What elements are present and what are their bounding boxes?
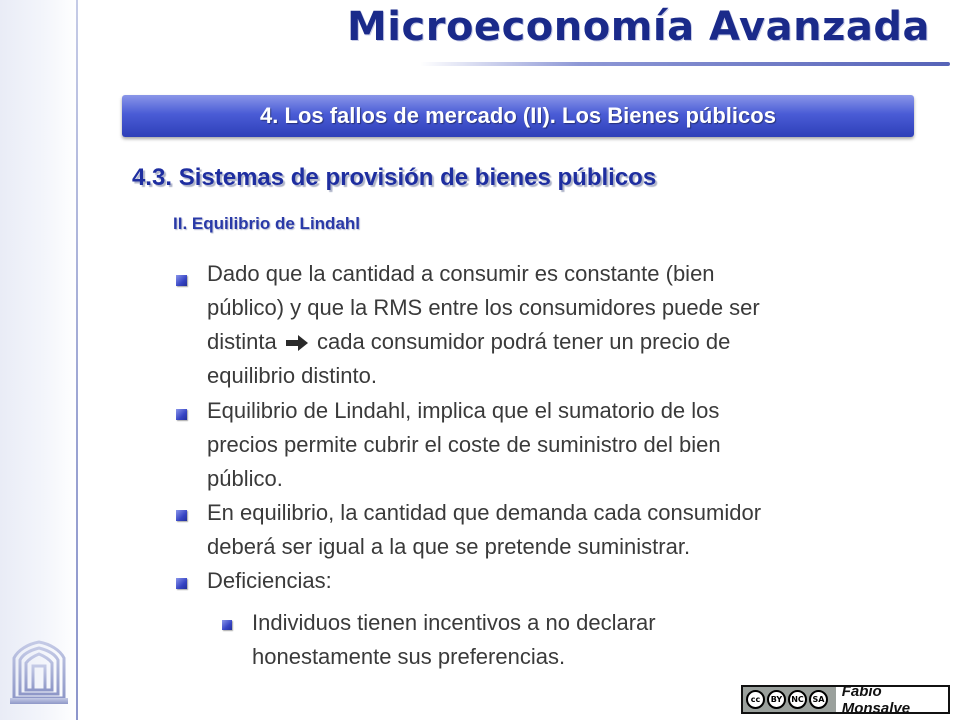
bullet-item bbox=[207, 496, 761, 564]
bullet-line: Dado que la cantidad a consumir es constante (bien bbox=[207, 261, 715, 286]
author-name: Fabio Monsalve bbox=[841, 682, 911, 717]
subsubsection-title: II. Equilibrio de Lindahl bbox=[173, 214, 360, 233]
bullet-marker bbox=[176, 510, 187, 521]
bullet-marker bbox=[176, 409, 187, 420]
license-badge[interactable] bbox=[741, 682, 950, 717]
bullet-marker bbox=[176, 275, 187, 286]
section-title-bar bbox=[122, 95, 914, 137]
subsection-title: 4.3. Sistemas de provisión de bienes públicos bbox=[132, 164, 657, 191]
bullet-item bbox=[207, 394, 721, 496]
bullet-line: Equilibrio de Lindahl, implica que el sumatorio de los bbox=[207, 398, 720, 423]
cc-icon: cc bbox=[746, 690, 765, 709]
bullet-line: precios permite cubrir el coste de suministro del bien bbox=[207, 432, 721, 457]
bullet-line: Individuos tienen incentivos a no declarar bbox=[252, 610, 656, 635]
course-title: Microeconomía Avanzada bbox=[347, 4, 930, 50]
bullet-line: deberá ser igual a la que se pretende suministrar. bbox=[207, 534, 691, 559]
nc-icon: NC bbox=[788, 690, 807, 709]
bullet-line: público) y que la RMS entre los consumidores puede ser bbox=[207, 295, 760, 320]
right-arrow-icon bbox=[283, 333, 311, 353]
creative-commons-icon bbox=[743, 687, 836, 712]
bullet-line: En equilibrio, la cantidad que demanda cada consumidor bbox=[207, 500, 762, 525]
bullet-line: público. bbox=[207, 466, 283, 491]
section-title: 4. Los fallos de mercado (II). Los Bienes públicos bbox=[260, 103, 776, 128]
bullet-line: honestamente sus preferencias. bbox=[252, 644, 566, 669]
bullet-line: distinta cada consumidor podrá tener un precio de bbox=[207, 329, 731, 354]
by-icon: BY bbox=[767, 690, 786, 709]
bullet-line: equilibrio distinto. bbox=[207, 363, 377, 388]
side-divider bbox=[76, 0, 78, 720]
sa-icon: SA bbox=[809, 690, 828, 709]
header-rule bbox=[420, 62, 950, 66]
bullet-item bbox=[207, 564, 332, 598]
bullet-marker bbox=[176, 578, 187, 589]
subbullet-item bbox=[252, 606, 656, 674]
bullet-line: Deficiencias: bbox=[207, 568, 332, 593]
side-band bbox=[0, 0, 78, 720]
university-logo-icon bbox=[8, 640, 70, 706]
subbullet-marker bbox=[222, 620, 232, 630]
bullet-item bbox=[207, 257, 760, 393]
